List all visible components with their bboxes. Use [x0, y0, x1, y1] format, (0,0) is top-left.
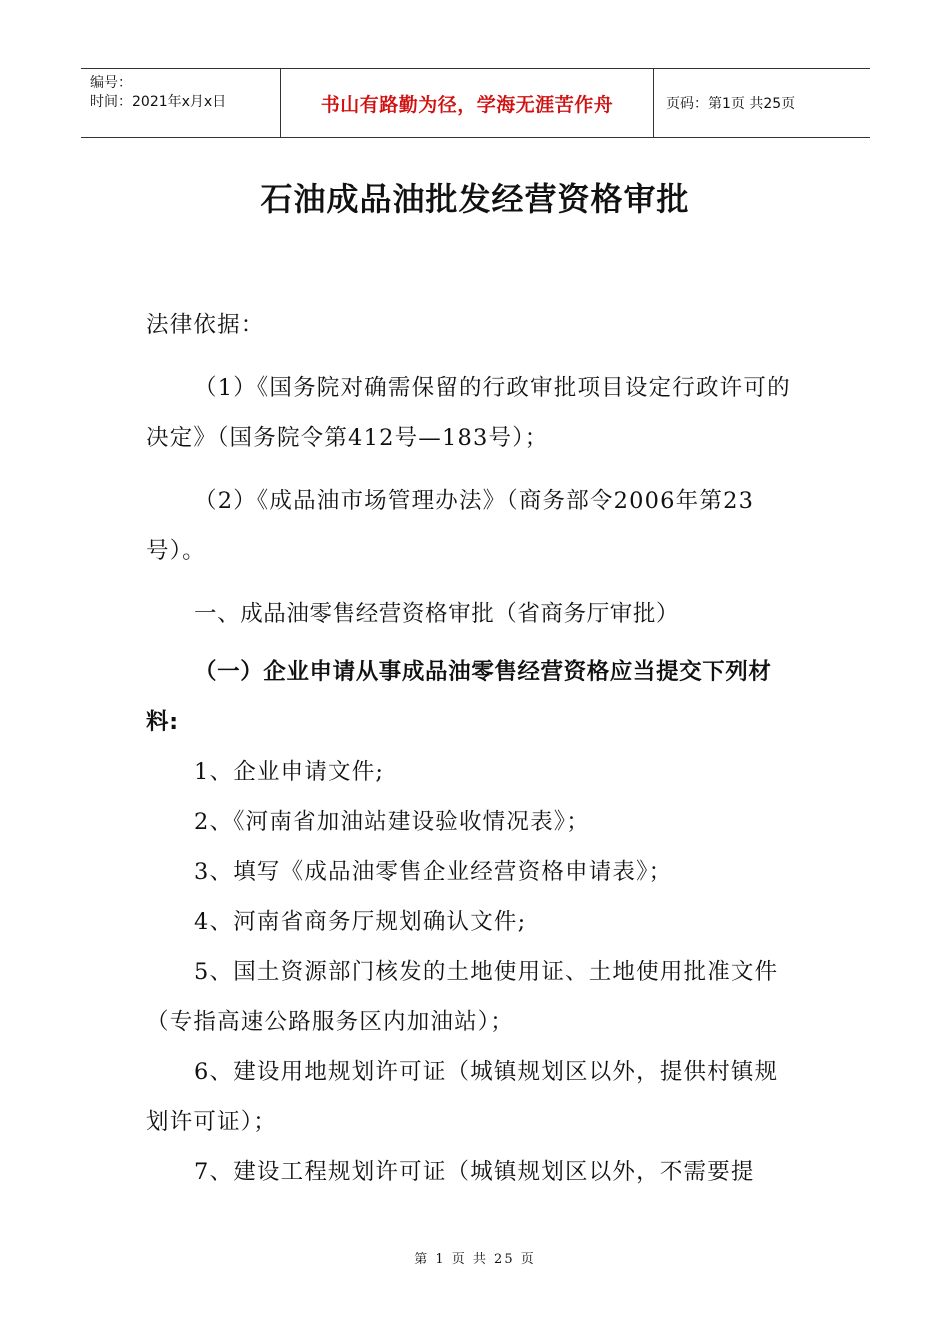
list-item: 1、企业申请文件;	[194, 759, 385, 785]
document-number-label: 编号：	[90, 75, 132, 91]
header-motto-cell	[281, 69, 654, 137]
list-item: 4、河南省商务厅规划确认文件;	[194, 909, 527, 935]
header-page-info: 页码：第1页 共25页	[666, 96, 796, 112]
section-heading-1: 一、成品油零售经营资格审批（省商务厅审批）	[194, 601, 680, 627]
legal-basis-item-2: （2）《成品油市场管理办法》（商务部令2006年第23号）。	[146, 488, 755, 564]
header-table	[81, 68, 870, 138]
header-left-cell	[81, 69, 281, 137]
list-item: 3、填写《成品油零售企业经营资格申请表》；	[194, 859, 673, 885]
document-title: 石油成品油批发经营资格审批	[260, 180, 690, 218]
page-footer: 第 1 页 共 25 页	[414, 1252, 536, 1267]
header-motto: 书山有路勤为径，学海无涯苦作舟	[320, 93, 614, 116]
list-item: 6、建设用地规划许可证（城镇规划区以外，提供村镇规划许可证）；	[146, 1059, 779, 1135]
list-item: 7、建设工程规划许可证（城镇规划区以外，不需要提	[194, 1159, 755, 1185]
list-item: 5、国土资源部门核发的土地使用证、土地使用批准文件（专指高速公路服务区内加油站）；	[146, 959, 779, 1035]
legal-basis-item-1: （1）《国务院对确需保留的行政审批项目设定行政许可的决定》（国务院令第412号—183号）；	[146, 375, 791, 451]
document-body	[146, 305, 796, 1197]
document-time-label: 时间：2021年x月x日	[90, 94, 227, 110]
list-item: 2、《河南省加油站建设验收情况表》；	[194, 809, 590, 835]
legal-basis-heading: 法律依据：	[146, 312, 265, 338]
subsection-heading-1: （一）企业申请从事成品油零售经营资格应当提交下列材料:	[146, 659, 772, 735]
